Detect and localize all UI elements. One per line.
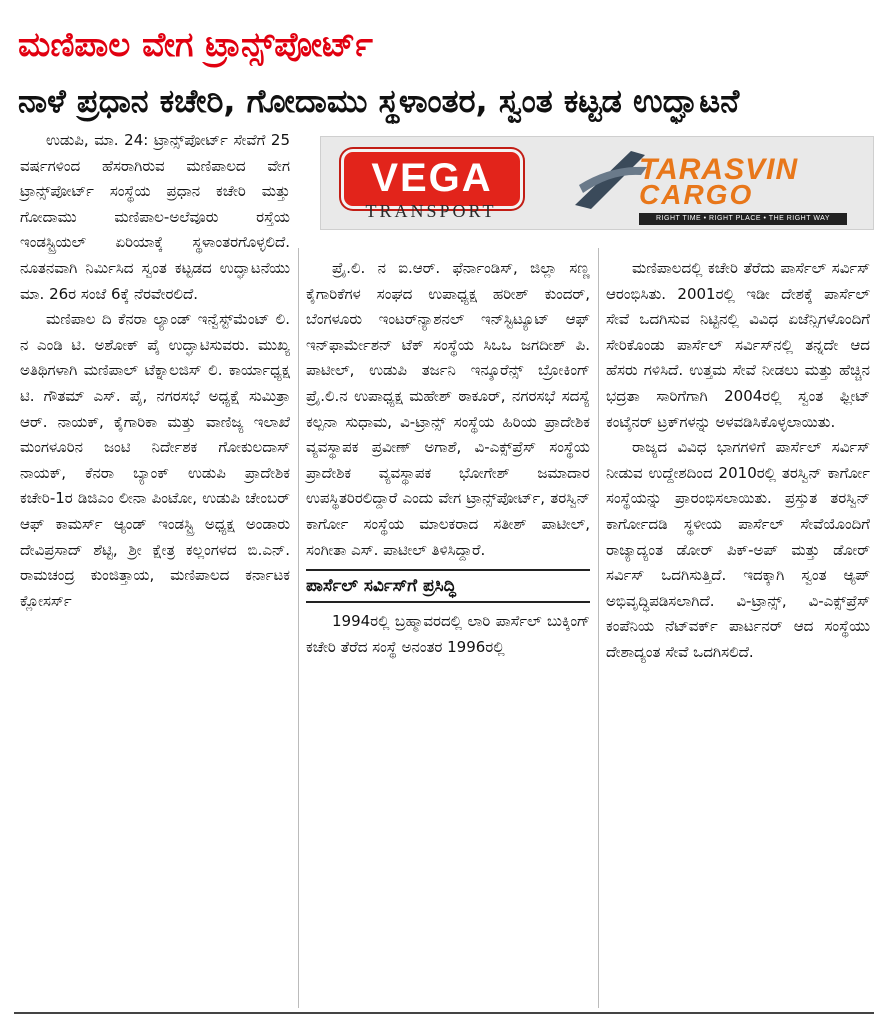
article-headline: ನಾಳೆ ಪ್ರಧಾನ ಕಚೇರಿ, ಗೋದಾಮು ಸ್ಥಳಾಂತರ, ಸ್ವಂತ ಕಟ್ಟಡ ಉದ್ಘಾಟನೆ (18, 82, 740, 120)
bottom-rule (14, 1012, 874, 1014)
paragraph: ಪ್ರೈ.ಲಿ. ನ ಐ.ಆರ್. ಫೆರ್ನಾಂಡಿಸ್, ಜಿಲ್ಲಾ ಸಣ್ಣ ಕೈಗಾರಿಕೆಗಳ ಸಂಘದ ಉಪಾಧ್ಯಕ್ಷ ಹರೀಶ್ ಕುಂದರ್, ಬೆಂಗಳೂರು ಇಂಟರ್‌ನ್ಯಾಶನಲ್ ಇನ್‌ಸ್ಟಿಟ್ಯೂಟ್ ಆಫ್ ಇನ್‌ಫಾರ್ಮೇಶನ್ ಟೆಕ್ ಸಂಸ್ಥೆಯ ಸಿಒಒ ಜಗದೀಶ್ ಪಿ. ಪಾಟೀಲ್, ಉಡುಪಿ ತರ್ಜನಿ ಇನ್ಶೂರೆನ್ಸ್ ಬ್ರೋಕಿಂಗ್ ಪ್ರೈ.ಲಿ.ನ ಉಪಾಧ್ಯಕ್ಷ ಮಹೇಶ್ ಠಾಕೂರ್, ನಗರಸಭೆ ಸದಸ್ಯೆ ಕಲ್ಪನಾ ಸುಧಾಮ, ವಿ-ಟ್ರಾನ್ಸ್ ಸಂಸ್ಥೆಯ ಹಿರಿಯ ಪ್ರಾದೇಶಿಕ ವ್ಯವಸ್ಥಾಪಕ ಪ್ರವೀಣ್ ಅಗಾಶೆ, ವಿ-ಎಕ್ಸ್‌ಪ್ರೆಸ್ ಸಂಸ್ಥೆಯ ಪ್ರಾದೇಶಿಕ ವ್ಯವಸ್ಥಾಪಕ ಭೋಗೇಶ್ ಜಮಾದಾರ ಉಪಸ್ಥಿತರಿರಲಿದ್ದಾರೆ ಎಂದು ವೇಗ ಟ್ರಾನ್ಸ್‌ಪೋರ್ಟ್, ತರಸ್ವಿನ್ ಕಾರ್ಗೋ ಸಂಸ್ಥೆಯ ಮಾಲಕರಾದ ಸತೀಶ್ ಪಾಟೀಲ್, ಸಂಗೀತಾ ಎಸ್. ಪಾಟೀಲ್ ತಿಳಿಸಿದ್ದಾರೆ. (306, 259, 590, 559)
vega-logo-word: VEGA (371, 156, 493, 200)
tarasvin-logo-name: TARASVIN (639, 153, 799, 186)
paragraph: ರಾಜ್ಯದ ವಿವಿಧ ಭಾಗಗಳಿಗೆ ಪಾರ್ಸೆಲ್ ಸರ್ವಿಸ್ ನೀಡುವ ಉದ್ದೇಶದಿಂದ 2010ರಲ್ಲಿ ತರಸ್ವಿನ್ ಕಾರ್ಗೋ ಸಂಸ್ಥೆಯನ್ನು ಪ್ರಾರಂಭಿಸಲಾಯಿತು. ಪ್ರಸ್ತುತ ತರಸ್ವಿನ್ ಕಾರ್ಗೋದಡಿ ಸ್ಥಳೀಯ ಪಾರ್ಸೆಲ್ ಸೇವೆಯೊಂದಿಗೆ ರಾಜ್ಯಾದ್ಯಂತ ಡೋರ್ ಪಿಕ್-ಅಪ್ ಮತ್ತು ಡೋರ್ ಸರ್ವಿಸ್ ಒದಗಿಸುತ್ತಿದೆ. ಇದಕ್ಕಾಗಿ ಸ್ವಂತ ಆ್ಯಪ್ ಅಭಿವೃದ್ಧಿಪಡಿಸಲಾಗಿದೆ. ವಿ-ಟ್ರಾನ್ಸ್, ವಿ-ಎಕ್ಸ್‌ಪ್ರೆಸ್ ಕಂಪೆನಿಯ ನೆಟ್‌ವರ್ಕ್ ಪಾರ್ಟನರ್ ಆದ ಸಂಸ್ಥೆಯು ದೇಶಾದ್ಯಂತ ಸೇವೆ ಒದಗಿಸಲಿದೆ. (606, 438, 870, 661)
vega-logo-subtitle: TRANSPORT (365, 201, 497, 221)
logo-banner (320, 136, 874, 230)
tarasvin-logo-cargo: CARGO (639, 179, 754, 210)
article-kicker: ಮಣಿಪಾಲ ವೇಗ ಟ್ರಾನ್ಸ್‌ಪೋರ್ಟ್ (18, 25, 373, 65)
tarasvin-logo-tagline: RIGHT TIME • RIGHT PLACE • THE RIGHT WAY (639, 213, 847, 225)
paragraph: ಉಡುಪಿ, ಮಾ. 24: ಟ್ರಾನ್ಸ್‌ಪೋರ್ಟ್ ಸೇವೆಗೆ 25 ವರ್ಷಗಳಿಂದ ಹೆಸರಾಗಿರುವ ಮಣಿಪಾಲದ ವೇಗ ಟ್ರಾನ್ಸ್‌ಪೋರ್ಟ್ ಸಂಸ್ಥೆಯ ಪ್ರಧಾನ ಕಚೇರಿ ಮತ್ತು ಗೋದಾಮು ಮಣಿಪಾಲ-ಅಲೆವೂರು ರಸ್ತೆಯ ಇಂಡಸ್ಟ್ರಿಯಲ್ ಏರಿಯಾಕ್ಕೆ ಸ್ಥಳಾಂತರಗೊಳ್ಳಲಿದೆ. ನೂತನವಾಗಿ ನಿರ್ಮಿಸಿದ ಸ್ವಂತ ಕಟ್ಟಡದ ಉದ್ಘಾಟನೆಯು ಮಾ. 26ರ ಸಂಜೆ 6ಕ್ಕೆ ನೆರವೇರಲಿದೆ. (20, 131, 290, 303)
vega-logo (341, 149, 523, 209)
article-column-2 (306, 256, 590, 660)
paragraph: 1994ರಲ್ಲಿ ಬ್ರಹ್ಮಾವರದಲ್ಲಿ ಲಾರಿ ಪಾರ್ಸೆಲ್ ಬುಕ್ಕಿಂಗ್ ಕಚೇರಿ ತೆರೆದ ಸಂಸ್ಥೆ ಅನಂತರ 1996ರಲ್ಲಿ (306, 612, 590, 656)
article-column-3 (606, 256, 870, 666)
section-subhead: ಪಾರ್ಸೆಲ್ ಸರ್ವಿಸ್‌ಗೆ ಪ್ರಸಿದ್ಧಿ (306, 569, 590, 603)
paragraph: ಮಣಿಪಾಲ ದಿ ಕೆನರಾ ಲ್ಯಾಂಡ್ ಇನ್ವೆಸ್ಟ್‌ಮೆಂಟ್ ಲಿ. ನ ಎಂಡಿ ಟಿ. ಅಶೋಕ್ ಪೈ ಉದ್ಘಾಟಿಸುವರು. ಮುಖ್ಯ ಅತಿಥಿಗಳಾಗಿ ಮಣಿಪಾಲ್ ಟೆಕ್ನಾಲಜಿಸ್ ಲಿ. ಕಾರ್ಯಾಧ್ಯಕ್ಷ ಟಿ. ಗೌತಮ್ ಎಸ್. ಪೈ, ನಗರಸಭೆ ಅಧ್ಯಕ್ಷೆ ಸುಮಿತ್ರಾ ಆರ್. ನಾಯಕ್, ಕೈಗಾರಿಕಾ ಮತ್ತು ವಾಣಿಜ್ಯ ಇಲಾಖೆ ಮಂಗಳೂರಿನ ಜಂಟಿ ನಿರ್ದೇಶಕ ಗೋಕುಲದಾಸ್ ನಾಯಕ್, ಕೆನರಾ ಬ್ಯಾಂಕ್ ಉಡುಪಿ ಪ್ರಾದೇಶಿಕ ಕಚೇರಿ-1ರ ಡಿಜಿಎಂ ಲೀನಾ ಪಿಂಟೋ, ಉಡುಪಿ ಚೇಂಬರ್ ಆಫ್ ಕಾಮರ್ಸ್ ಆ್ಯಂಡ್ ಇಂಡಸ್ಟ್ರಿ ಅಧ್ಯಕ್ಷ ಅಂಡಾರು ದೇವಿಪ್ರಸಾದ್ ಶೆಟ್ಟಿ, ಶ್ರೀ ಕ್ಷೇತ್ರ ಕಲ್ಲಂಗಳದ ಬಿ.ಎನ್. ರಾಮಚಂದ್ರ ಕುಂಜಿತ್ತಾಯ, ಮಣಿಪಾಲದ ಕರ್ನಾಟಕ ಕ್ಲೋಸರ್ಸ್ (20, 310, 290, 610)
article-column-1 (20, 128, 290, 614)
column-divider (298, 248, 299, 1008)
column-divider (598, 248, 599, 1008)
paragraph: ಮಣಿಪಾಲದಲ್ಲಿ ಕಚೇರಿ ತೆರೆದು ಪಾರ್ಸೆಲ್ ಸರ್ವಿಸ್ ಆರಂಭಿಸಿತು. 2001ರಲ್ಲಿ ಇಡೀ ದೇಶಕ್ಕೆ ಪಾರ್ಸೆಲ್ ಸೇವೆ ಒದಗಿಸುವ ನಿಟ್ಟಿನಲ್ಲಿ ವಿವಿಧ ಏಜೆನ್ಸಿಗಳೊಂದಿಗೆ ಸೇರಿಕೊಂಡು ಪಾರ್ಸೆಲ್ ಸರ್ವಿಸ್‌ನಲ್ಲಿ ತನ್ನದೇ ಆದ ಹೆಸರು ಗಳಿಸಿದೆ. ಉತ್ತಮ ಸೇವೆ ನೀಡಲು ಮತ್ತು ಹೆಚ್ಚಿನ ಭದ್ರತಾ ಸಾರಿಗೆಗಾಗಿ 2004ರಲ್ಲಿ ಸ್ವಂತ ಫ್ಲೀಟ್ ಕಂಟೈನರ್ ಟ್ರಕ್‌ಗಳನ್ನು ಅಳವಡಿಸಿಕೊಳ್ಳಲಾಯಿತು. (606, 259, 870, 431)
